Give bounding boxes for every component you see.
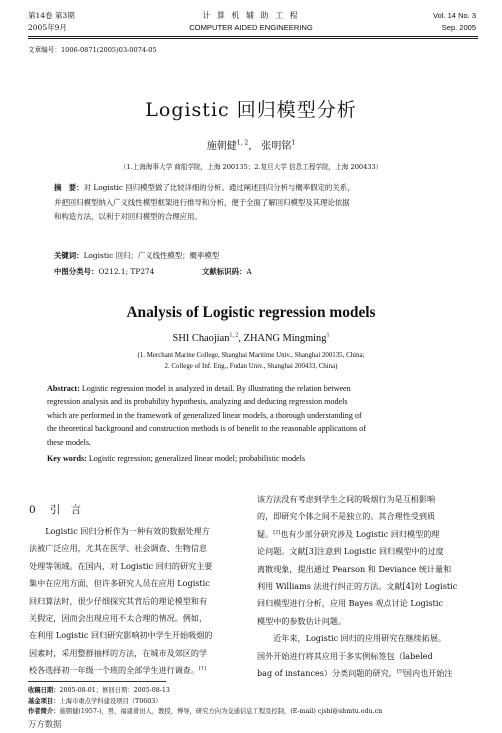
header-date-en: Sep. 2005 bbox=[441, 23, 476, 32]
clc-number: 中图分类号：O212.1; TP274 bbox=[54, 267, 155, 276]
footnotes bbox=[28, 686, 478, 718]
abstract-en: Abstract: Logistic regression model is analyzed in detail. By illustrating the relation between regression analysis and its probability hypothesis, analyzing and deducing regression models which are performed in the framework of generalized linear models, a thorough understanding of the theoretical background and construction methods is of benefit to the reasonable applications of these models. bbox=[47, 384, 366, 447]
footnote-author: 作者简介：施朝健(1957-)，男，福建莆田人，教授，博导，研究方向为交通信息工程及控制，(E-mail) cjshi@shmtu.edu.cn bbox=[28, 708, 383, 716]
header-journal-en: COMPUTER AIDED ENGINEERING bbox=[189, 23, 313, 32]
keywords-cn: 关键词：Logistic 回归；广义线性模型；概率模型 bbox=[54, 251, 220, 260]
watermark-text: 万方数据 bbox=[28, 719, 62, 729]
authors-cn: 施朝健$^{1, 2}$， 张明铭$^1$ bbox=[206, 139, 296, 152]
body-column-left: Logistic 回归分析作为一种有效的数据处理方 法被广泛应用，尤其在医学、社会调查、生物信息 处理等领域。在国内，对 Logistic 回归的研究主要 集中在应用方面，但许多研究人员在应用 Logistic 回归算法时，很少仔细探究其背后的理论模型和有 关假定，因而会出现应用不太合理的情况。例如， 在利用 Logistic 回归研究影响初中学生开始吸烟的 因素时，采用整群抽样的方法，在城市及郊区的学 校各选择初一年级一个班的全部学生进行调查。[1] bbox=[29, 526, 213, 676]
header-journal-cn: 计 算 机 辅 助 工 程 bbox=[202, 11, 300, 20]
header-date-cn: 2005年9月 bbox=[28, 23, 67, 32]
article-number: 文章编号：1006-0871(2005)03-0074-05 bbox=[28, 46, 157, 54]
footnote-funding: 基金项目：上海市重点学科建设项目（T0603） bbox=[28, 697, 162, 705]
keywords-en: Key words: Logistic regression; generalized linear model; probabilistic models bbox=[47, 454, 306, 463]
footnote-received: 收稿日期：2005-08-01；修回日期：2005-08-13 bbox=[28, 687, 170, 694]
title-en: Analysis of Logistic regression models bbox=[126, 304, 376, 321]
affiliation-en-2: 2. College of Inf. Eng., Fudan Univ., Shanghai 200433, China) bbox=[164, 363, 338, 370]
abstract-cn-label: 摘 要： bbox=[54, 183, 84, 192]
header-rule-2 bbox=[28, 38, 478, 39]
header-volume-en: Vol. 14 No. 3 bbox=[433, 11, 476, 20]
abstract-cn: 摘 要：对 Logistic 回归模型做了比较详细的分析。通过阐述回归分析与概率假定的关系， 并把回归模型纳入广义线性模型框架进行推导和分析，便于全面了解回归模型及其理论依据 和构造方法，以利于对回归模型的合理应用。 bbox=[54, 183, 355, 222]
authors-en: SHI Chaojian$^{1, 2}$, ZHANG Mingming$^1$ bbox=[172, 332, 330, 344]
body-column-right: 该方法没有考虑到学生之间的吸烟行为是互相影响 的，即研究个体之间不是独立的。其合理性受到质 疑。[2]也有少部分研究涉及 Logistic 回归模型的理 论问题。文献[3]注意到 Logistic 回归模型中的过度 离散现象，提出通过 Pearson 和 Deviance 统计量和 利用 Williams 法进行纠正的方法。文献[4]对 Logistic 回归模型进行分析，应用 Bayes 观点讨论 Logistic 模型中的参数估计问题。 近年来，Logistic 回归的应用研究在继续拓展。 国外开始进行将其应用于多实例标签包（labeled bag of instances）分类问题的研究。[5]国内也开始注 bbox=[257, 494, 458, 679]
abstract-en-label: Abstract: bbox=[47, 384, 80, 393]
header-rule-1 bbox=[28, 36, 478, 37]
affiliation-cn: （1.上海海事大学 商船学院，上海 200135；2.复旦大学 信息工程学院，上海 200433） bbox=[119, 163, 383, 171]
affiliation-en-1: (1. Merchant Marine College, Shanghai Maritime Univ., Shanghai 200135, China; bbox=[137, 352, 365, 359]
document-code: 文献标识码：A bbox=[202, 267, 252, 276]
footnote-rule bbox=[28, 681, 166, 682]
section-heading: 0 引 言 bbox=[29, 504, 82, 516]
title-cn: Logistic 回归模型分析 bbox=[145, 99, 357, 121]
header-volume-cn: 第14卷 第3期 bbox=[28, 11, 75, 20]
